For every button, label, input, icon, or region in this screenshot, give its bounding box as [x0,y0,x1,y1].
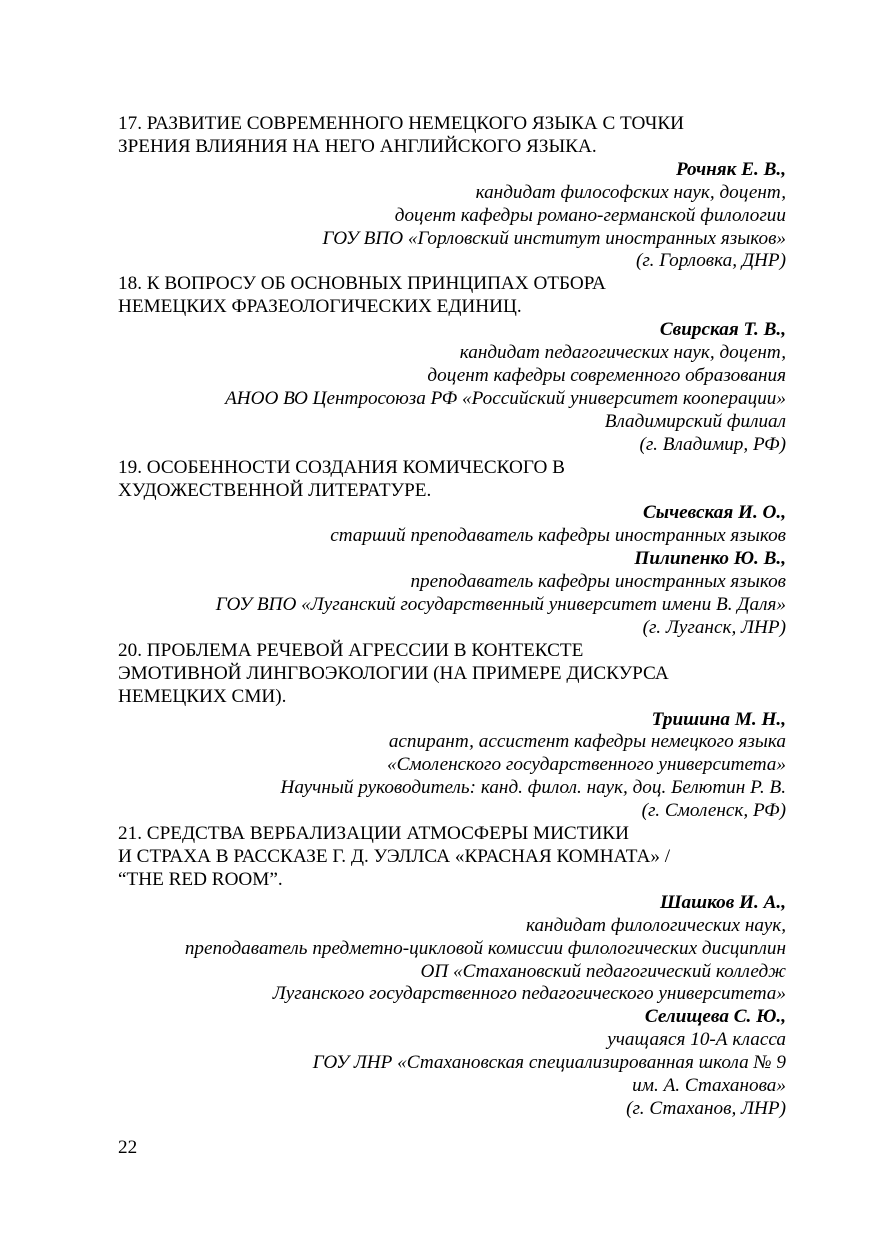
document-body [118,113,786,1121]
author-affiliation-line: (г. Луганск, ЛНР) [642,616,786,638]
entry-title: 19. ОСОБЕННОСТИ СОЗДАНИЯ КОМИЧЕСКОГО В ХУДОЖЕСТВЕННОЙ ЛИТЕРАТУРЕ. [118,456,565,501]
author-name: Тришина М. Н., [651,708,786,730]
author-affiliation-line: кандидат философских наук, доцент, [475,181,786,203]
author-affiliation-line: (г. Владимир, РФ) [639,433,786,455]
author-affiliation-line: преподаватель предметно-цикловой комиссии филологических дисциплин [184,937,786,959]
author-affiliation-line: ГОУ ВПО «Луганский государственный университет имени В. Даля» [215,594,786,616]
author-affiliation-line: ГОУ ВПО «Горловский институт иностранных языков» [322,227,786,249]
author-affiliation-line: ГОУ ЛНР «Стахановская специализированная школа № 9 [312,1052,786,1074]
author-affiliation-line: (г. Смоленск, РФ) [641,800,786,822]
author-affiliation-line: ОП «Стахановский педагогический колледж [420,960,786,982]
program-entry [118,823,786,1121]
author-name: Шашков И. А., [659,891,786,913]
page-number: 22 [118,1137,138,1158]
author-affiliation-line: преподаватель кафедры иностранных языков [410,571,786,593]
author-affiliation-line: им. А. Стаханова» [632,1075,786,1097]
program-entry [118,113,786,273]
author-name: Сычевская И. О., [642,502,786,524]
author-affiliation-line: аспирант, ассистент кафедры немецкого языка [388,731,786,753]
author-name: Рочняк Е. В., [675,158,786,180]
program-entry [118,640,786,823]
author-affiliation-line: «Смоленского государственного университета» [387,754,786,776]
author-name: Свирская Т. В., [659,319,786,341]
entry-title: 18. К ВОПРОСУ ОБ ОСНОВНЫХ ПРИНЦИПАХ ОТБОРА НЕМЕЦКИХ ФРАЗЕОЛОГИЧЕСКИХ ЕДИНИЦ. [118,273,606,318]
author-affiliation-line: (г. Горловка, ДНР) [636,250,786,272]
author-affiliation-line: Луганского государственного педагогического университета» [272,983,786,1005]
program-entry [118,457,786,640]
program-entry [118,273,786,456]
entry-title: 21. СРЕДСТВА ВЕРБАЛИЗАЦИИ АТМОСФЕРЫ МИСТИКИ И СТРАХА В РАССКАЗЕ Г. Д. УЭЛЛСА «КРАСНАЯ КОМНАТА» / “THE RED ROOM”. [118,823,671,890]
entry-title: 17. РАЗВИТИЕ СОВРЕМЕННОГО НЕМЕЦКОГО ЯЗЫКА С ТОЧКИ ЗРЕНИЯ ВЛИЯНИЯ НА НЕГО АНГЛИЙСКОГО ЯЗЫКА. [118,113,685,157]
author-affiliation-line: доцент кафедры романо-германской филологии [394,204,786,226]
author-affiliation-line: доцент кафедры современного образования [427,364,786,386]
author-affiliation-line: Научный руководитель: канд. филол. наук, доц. Белютин Р. В. [280,777,786,799]
author-affiliation-line: учащаяся 10-А класса [607,1029,786,1051]
author-affiliation-line: кандидат филологических наук, [525,914,786,936]
author-affiliation-line: АНОО ВО Центросоюза РФ «Российский университет кооперации» [225,387,786,409]
entry-title: 20. ПРОБЛЕМА РЕЧЕВОЙ АГРЕССИИ В КОНТЕКСТЕ ЭМОТИВНОЙ ЛИНГВОЭКОЛОГИИ (НА ПРИМЕРЕ ДИСКУРСА НЕМЕЦКИХ СМИ). [118,639,669,707]
author-name: Селищева С. Ю., [644,1006,786,1028]
author-affiliation-line: старший преподаватель кафедры иностранных языков [330,525,786,547]
author-affiliation-line: Владимирский филиал [604,410,786,432]
author-name: Пилипенко Ю. В., [634,548,786,570]
author-affiliation-line: кандидат педагогических наук, доцент, [459,342,786,364]
author-affiliation-line: (г. Стаханов, ЛНР) [626,1097,786,1119]
